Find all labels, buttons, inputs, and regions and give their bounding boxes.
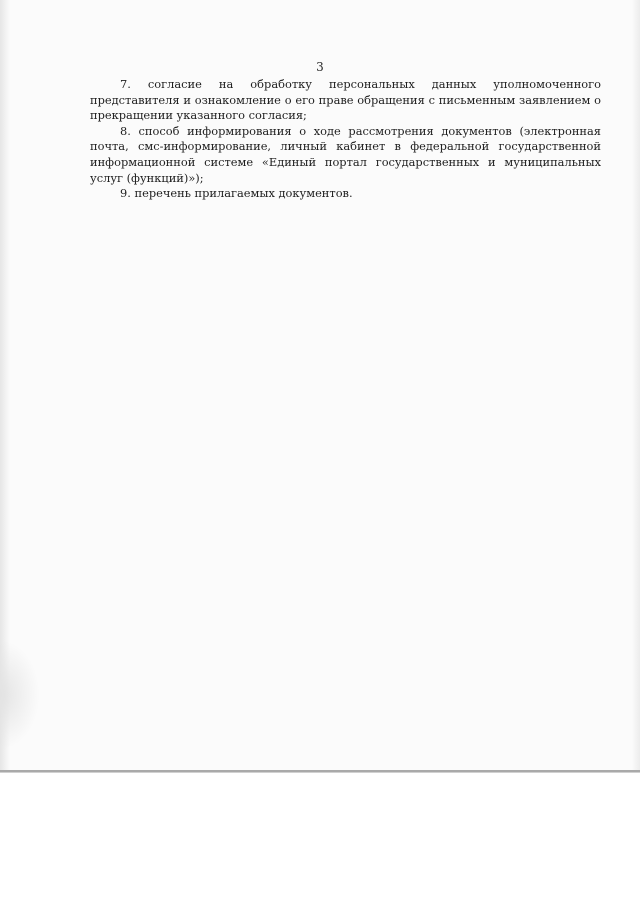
- list-item-notification-method: 8. способ информирования о ходе рассмотрения документов (электронная почта, смс-информирование, личный кабинет в федеральной государственной информационной системе «Единый портал государственных и муниципальных услуг (функций)»);: [90, 123, 601, 185]
- page-number: 3: [316, 60, 324, 74]
- list-item-attached-documents: 9. перечень прилагаемых документов.: [120, 186, 353, 201]
- list-item-consent: 7. согласие на обработку персональных данных уполномоченного представителя и ознакомление о его праве обращения с письменным заявлением о прекращении указанного согласия;: [90, 77, 601, 123]
- scan-smudge: [0, 640, 40, 750]
- document-body: [90, 77, 601, 202]
- scan-edge-shadow-right: [632, 0, 640, 770]
